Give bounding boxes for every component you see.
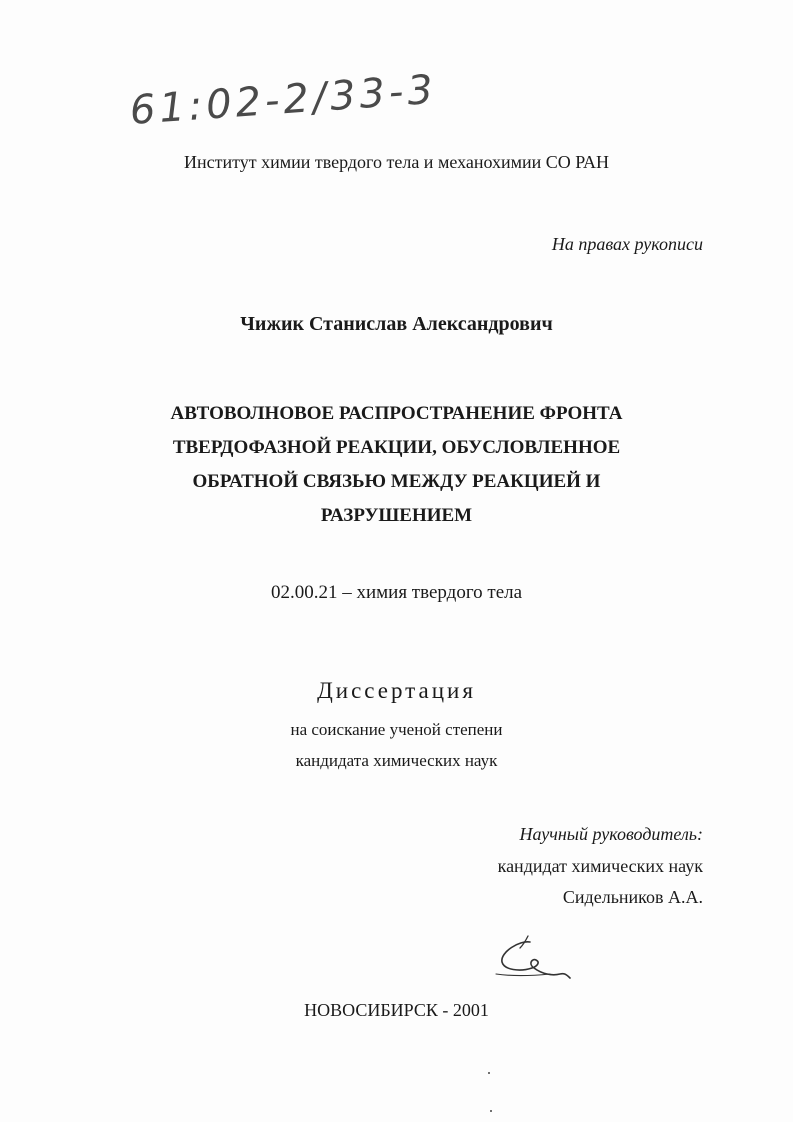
handwritten-catalog-code — [128, 66, 490, 148]
specialty-code: 02.00.21 – химия твердого тела — [270, 582, 523, 603]
city-and-year: НОВОСИБИРСК - 2001 — [304, 1000, 489, 1020]
manuscript-rights-note: На правах рукописи — [551, 234, 703, 254]
title-line-2: ТВЕРДОФАЗНОЙ РЕАКЦИИ, ОБУСЛОВЛЕННОЕ — [172, 437, 621, 458]
title-line-3: ОБРАТНОЙ СВЯЗЬЮ МЕЖДУ РЕАКЦИЕЙ И — [192, 471, 601, 492]
catalog-code-text: 61:02-2/33-3 — [128, 66, 439, 134]
supervisor-degree: кандидат химических наук — [497, 856, 703, 876]
degree-line-2: кандидата химических наук — [295, 751, 498, 770]
paper-speck — [490, 1110, 492, 1112]
title-line-1: АВТОВОЛНОВОЕ РАСПРОСТРАНЕНИЕ ФРОНТА — [170, 403, 623, 424]
signature-image — [490, 932, 580, 984]
degree-line-1: на соискание ученой степени — [290, 720, 503, 739]
supervisor-label: Научный руководитель: — [519, 824, 703, 844]
document-type-heading: Диссертация — [317, 678, 476, 703]
author-name: Чижик Станислав Александрович — [240, 313, 553, 335]
institute-name: Институт химии твердого тела и механохимии СО РАН — [183, 152, 610, 172]
title-line-4: РАЗРУШЕНИЕМ — [320, 505, 473, 526]
supervisor-name: Сидельников А.А. — [562, 887, 703, 907]
paper-speck — [488, 1072, 490, 1074]
